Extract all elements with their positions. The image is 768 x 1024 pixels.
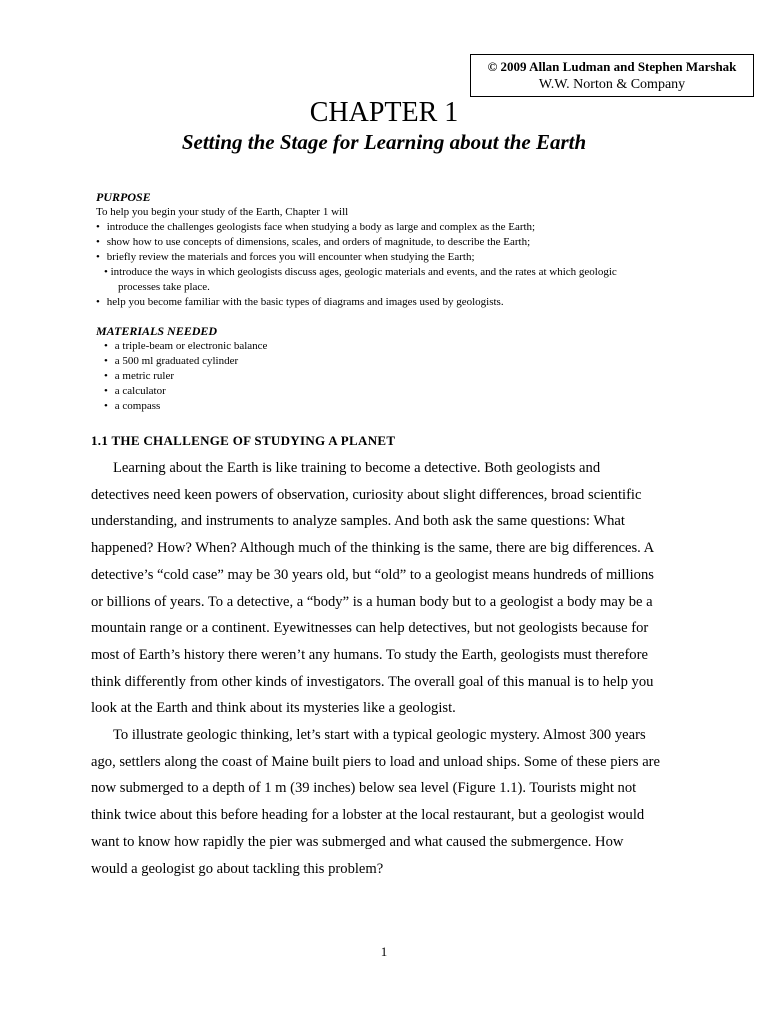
paragraph-line: think twice about this before heading for a lobster at the local restaurant, but a geologist would	[91, 807, 645, 824]
purpose-heading: PURPOSE	[96, 190, 151, 204]
paragraph-line: understanding, and instruments to analyze samples. And both ask the same questions: What	[91, 513, 625, 530]
paragraph-line: detective’s “cold case” may be 30 years old, but “old” to a geologist means hundreds of millions	[91, 566, 654, 583]
paragraph-line: or billions of years. To a detective, a “body” is a human body but to a geologist a body may be a	[91, 593, 653, 610]
purpose-section	[96, 190, 676, 310]
chapter-title: CHAPTER 1	[309, 97, 459, 128]
page-number: 1	[380, 944, 388, 959]
publisher-name: W.W. Norton & Company	[538, 77, 686, 92]
list-item: • a triple-beam or electronic balance	[104, 340, 268, 352]
materials-list	[96, 339, 496, 414]
materials-section	[96, 324, 496, 414]
list-item: • a 500 ml graduated cylinder	[104, 355, 239, 367]
copyright-notice: © 2009 Allan Ludman and Stephen Marshak	[487, 59, 737, 74]
materials-heading: MATERIALS NEEDED	[96, 324, 218, 338]
paragraph-line: now submerged to a depth of 1 m (39 inches) below sea level (Figure 1.1). Tourists might not	[91, 780, 637, 797]
list-item: • a compass	[104, 400, 161, 412]
section-heading: 1.1 THE CHALLENGE OF STUDYING A PLANET	[91, 433, 396, 448]
paragraph-line: To illustrate geologic thinking, let’s start with a typical geologic mystery. Almost 300 years	[113, 727, 646, 744]
paragraph-line: would a geologist go about tackling this problem?	[91, 860, 384, 877]
list-item: • a calculator	[104, 385, 166, 397]
list-item: • briefly review the materials and forces you will encounter when studying the Earth;	[96, 251, 475, 263]
paragraph-line: most of Earth’s history there weren’t any humans. To study the Earth, geologists must therefore	[91, 646, 648, 663]
body-text	[91, 455, 681, 882]
purpose-list	[96, 220, 676, 310]
paragraph-line: want to know how rapidly the pier was submerged and what caused the submergence. How	[91, 833, 624, 850]
purpose-intro: To help you begin your study of the Earth, Chapter 1 will	[96, 206, 349, 218]
list-item: • help you become familiar with the basic types of diagrams and images used by geologists.	[96, 296, 504, 308]
paragraph-line: ago, settlers along the coast of Maine built piers to load and unload ships. Some of these piers are	[91, 753, 661, 770]
paragraph-line: think differently from other kinds of investigators. The overall goal of this manual is to help you	[91, 673, 654, 690]
paragraph-line: mountain range or a continent. Eyewitnesses can help detectives, but not geologists because for	[91, 620, 649, 637]
chapter-subtitle: Setting the Stage for Learning about the Earth	[181, 130, 587, 154]
paragraph-line: Learning about the Earth is like training to become a detective. Both geologists and	[113, 460, 601, 476]
list-item: • a metric ruler	[104, 370, 174, 382]
paragraph-line: look at the Earth and think about its mysteries like a geologist.	[91, 700, 456, 717]
list-item: • show how to use concepts of dimensions, scales, and orders of magnitude, to describe the Earth;	[96, 236, 531, 248]
list-item: • introduce the challenges geologists face when studying a body as large and complex as the Earth;	[96, 221, 536, 233]
paragraph-line: happened? How? When? Although much of the thinking is the same, there are big differences. A	[91, 540, 655, 557]
copyright-box	[470, 54, 754, 97]
list-item: • introduce the ways in which geologists discuss ages, geologic materials and events, and the rates at which geologic processes take place.	[104, 266, 617, 293]
paragraph-line: detectives need keen powers of observation, curiosity about slight differences, broad scientific	[91, 486, 642, 503]
